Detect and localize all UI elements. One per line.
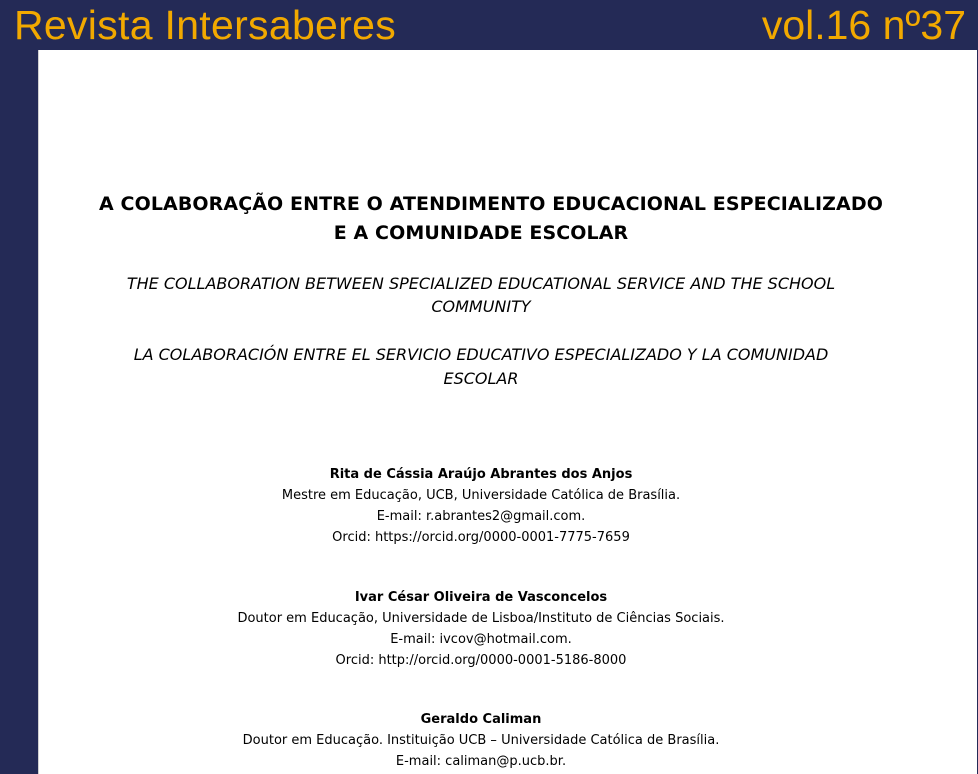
author-affiliation: Doutor em Educação. Instituição UCB – Universidade Católica de Brasília.	[242, 733, 720, 748]
volume-label: vol.16 nº37	[761, 2, 966, 48]
paper-page[interactable]	[38, 50, 977, 774]
author-orcid: Orcid: http://orcid.org/0000-0001-5186-8000	[335, 653, 627, 668]
title-es-line-1: LA COLABORACIÓN ENTRE EL SERVICIO EDUCATIVO ESPECIALIZADO Y LA COMUNIDAD	[133, 345, 829, 364]
title-pt-line-1: A COLABORAÇÃO ENTRE O ATENDIMENTO EDUCACIONAL ESPECIALIZADO	[99, 193, 883, 215]
author-email: E-mail: caliman@p.ucb.br.	[395, 754, 567, 769]
journal-title: Revista Intersaberes	[14, 2, 397, 48]
article-title-portuguese	[99, 190, 883, 248]
author-email: E-mail: r.abrantes2@gmail.com.	[376, 509, 586, 524]
author-block	[99, 464, 863, 548]
author-affiliation: Mestre em Educação, UCB, Universidade Católica de Brasília.	[281, 488, 681, 503]
title-es-line-2: ESCOLAR	[443, 369, 519, 388]
title-pt-line-2: E A COMUNIDADE ESCOLAR	[333, 222, 629, 244]
author-orcid: Orcid: https://orcid.org/0000-0001-7775-7659	[332, 530, 630, 545]
author-affiliation: Doutor em Educação, Universidade de Lisboa/Instituto de Ciências Sociais.	[237, 611, 725, 626]
article-title-english	[99, 272, 863, 318]
author-block	[99, 709, 863, 772]
article-title-spanish	[99, 343, 863, 391]
title-en-line-2: COMMUNITY	[431, 297, 531, 316]
author-name: Ivar César Oliveira de Vasconcelos	[354, 590, 608, 605]
author-name: Geraldo Caliman	[420, 712, 542, 727]
author-block	[99, 587, 863, 671]
title-en-line-1: THE COLLABORATION BETWEEN SPECIALIZED EDUCATIONAL SERVICE AND THE SCHOOL	[126, 274, 836, 293]
author-name: Rita de Cássia Araújo Abrantes dos Anjos	[329, 467, 633, 482]
author-email: E-mail: ivcov@hotmail.com.	[390, 632, 572, 647]
